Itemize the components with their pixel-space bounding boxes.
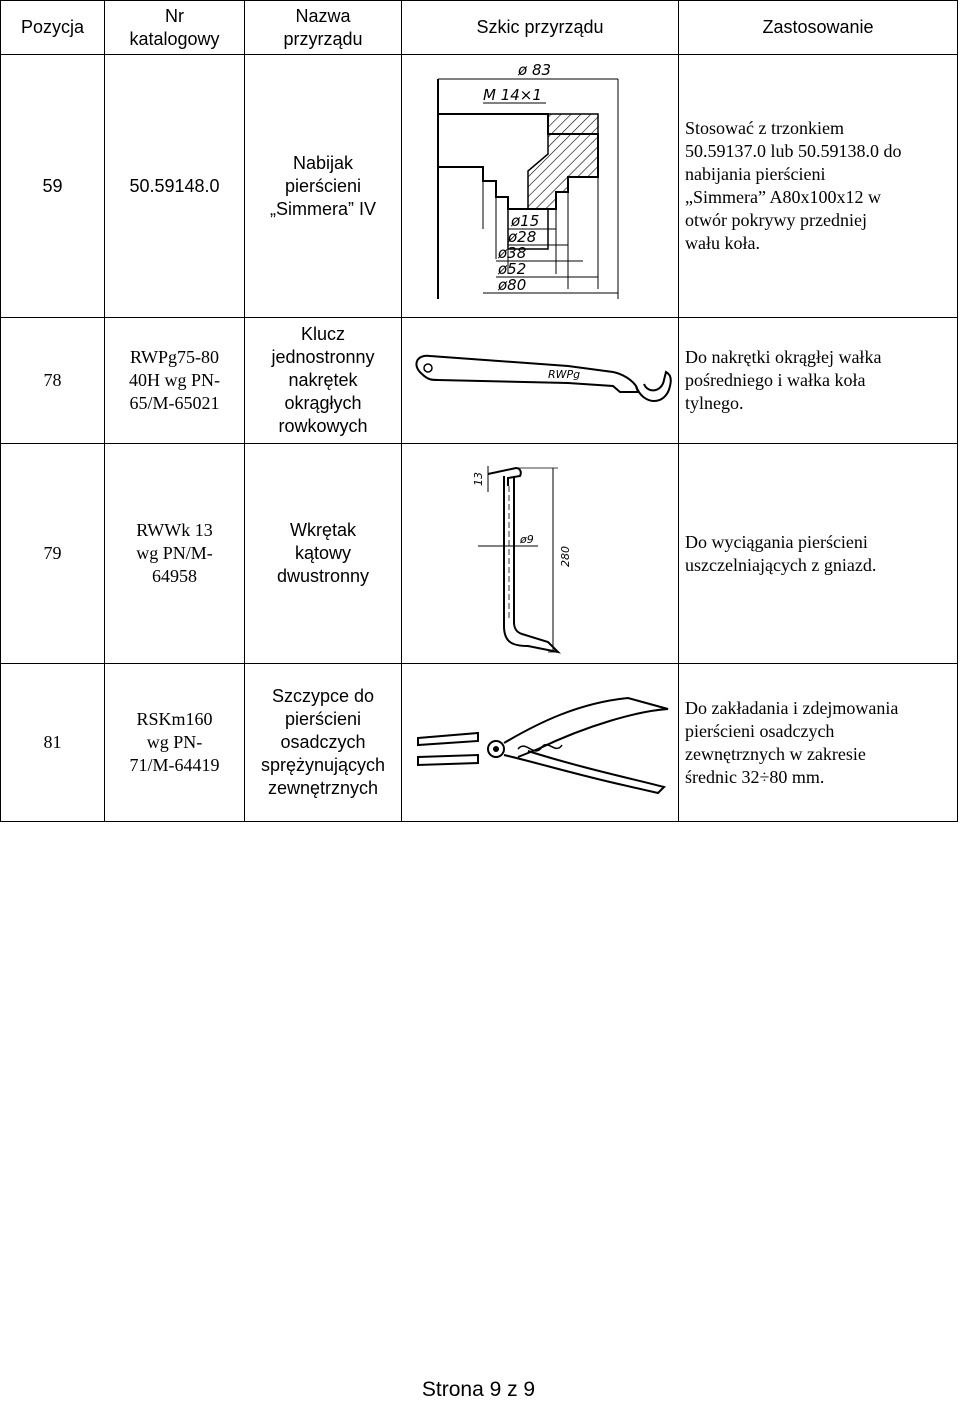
table-row [1, 664, 958, 822]
header-nazwa-line: Nazwa [295, 5, 351, 26]
text-line: RSKm160 [136, 709, 213, 729]
text-line: wału koła. [685, 233, 760, 253]
dimension-label: ø52 [498, 259, 527, 278]
cell-sketch [402, 664, 679, 822]
page-footer [0, 1378, 957, 1402]
cell-nr-katalogowy [105, 444, 245, 664]
text-line: pierścieni [284, 175, 362, 196]
ring-driver-sketch-icon [408, 59, 683, 314]
cell-pozycja: 59 [1, 55, 105, 318]
text-line: 50.59137.0 lub 50.59138.0 do [685, 141, 902, 161]
tool-marking: RWPg [548, 367, 581, 381]
text-line: Klucz [300, 324, 345, 344]
page-number: Strona 9 z 9 [421, 1378, 536, 1401]
cell-nazwa [245, 664, 402, 822]
circlip-pliers-sketch-icon [408, 683, 683, 803]
text-line: Do zakładania i zdejmowania [685, 697, 899, 718]
header-nr-line: katalogowy [129, 28, 220, 49]
text-line: 50.59148.0 [129, 175, 220, 196]
text-line: sprężynujących [260, 755, 386, 775]
text-line: pierścieni [284, 709, 362, 729]
angled-screwdriver-sketch-icon [408, 446, 683, 661]
text-line: dwustronny [276, 566, 370, 586]
dimension-label: ø9 [520, 533, 534, 546]
header-nazwa [245, 1, 402, 55]
text-line: uszczelniających z gniazd. [685, 554, 877, 575]
text-line: pośredniego i wałka koła [685, 370, 866, 390]
header-pozycja: Pozycja [1, 1, 105, 55]
table-row [1, 318, 958, 444]
dimension-label: 280 [559, 546, 572, 567]
text-line: otwór pokrywy przedniej [685, 210, 867, 230]
text-line: nakrętek [288, 370, 358, 390]
header-nr-line: Nr [165, 5, 184, 26]
dimension-label: ø 83 [518, 60, 552, 79]
cell-sketch [402, 318, 679, 444]
text-line: zewnętrznych w zakresie [685, 743, 866, 764]
table-row [1, 55, 958, 318]
text-line: 40H wg PN- [128, 370, 220, 390]
cell-nr-katalogowy [105, 664, 245, 822]
cell-nazwa [245, 318, 402, 444]
cell-nr-katalogowy [105, 55, 245, 318]
text-line: 65/M-65021 [129, 393, 220, 413]
cell-zastosowanie [679, 55, 958, 318]
cell-sketch [402, 444, 679, 664]
text-line: RWPg75-80 [129, 347, 219, 367]
dimension-label: ø38 [498, 243, 527, 262]
text-line: Szczypce do [271, 686, 375, 706]
text-line: „Simmera” IV [269, 198, 376, 219]
text-line: średnic 32÷80 mm. [685, 766, 825, 787]
cell-pozycja: 78 [1, 318, 105, 444]
header-row [1, 1, 958, 55]
cell-pozycja: 79 [1, 444, 105, 664]
header-nr-katalogowy [105, 1, 245, 55]
dimension-label: ø28 [508, 227, 537, 246]
cell-nazwa [245, 444, 402, 664]
header-nazwa-line: przyrządu [283, 28, 363, 49]
text-line: RWWk 13 [136, 520, 213, 540]
cell-pozycja: 81 [1, 664, 105, 822]
table-row [1, 444, 958, 664]
dimension-label: ø15 [511, 211, 540, 230]
text-line: jednostronny [271, 347, 375, 367]
text-line: okrągłych [284, 393, 362, 413]
text-line: 71/M-64419 [129, 755, 220, 775]
text-line: Stosować z trzonkiem [685, 118, 844, 138]
text-line: Nabijak [292, 152, 354, 173]
text-line: osadczych [280, 732, 366, 752]
text-line: pierścieni osadczych [685, 720, 835, 741]
text-line: rowkowych [278, 416, 368, 436]
text-line: „Simmera” A80x100x12 w [685, 187, 881, 207]
cell-zastosowanie [679, 664, 958, 822]
text-line: kątowy [294, 543, 352, 563]
header-szkic: Szkic przyrządu [402, 1, 679, 55]
text-line: zewnętrznych [267, 778, 379, 798]
text-line: nabijania pierścieni [685, 164, 826, 184]
dimension-label: 13 [472, 472, 485, 486]
cell-zastosowanie [679, 444, 958, 664]
cell-sketch [402, 55, 679, 318]
text-line: wg PN- [146, 732, 203, 752]
text-line: 64958 [152, 566, 197, 586]
cell-zastosowanie [679, 318, 958, 444]
text-line: Do wyciągania pierścieni [685, 531, 868, 552]
hook-wrench-sketch-icon [408, 336, 683, 426]
text-line: tylnego. [685, 393, 744, 413]
text-line: Wkrętak [289, 520, 356, 540]
text-line: wg PN/M- [136, 543, 213, 563]
dimension-label: M 14×1 [483, 85, 542, 104]
cell-nazwa [245, 55, 402, 318]
cell-nr-katalogowy [105, 318, 245, 444]
dimension-label: ø80 [498, 275, 527, 294]
text-line: Do nakrętki okrągłej wałka [685, 347, 882, 367]
header-zastosowanie: Zastosowanie [679, 1, 958, 55]
